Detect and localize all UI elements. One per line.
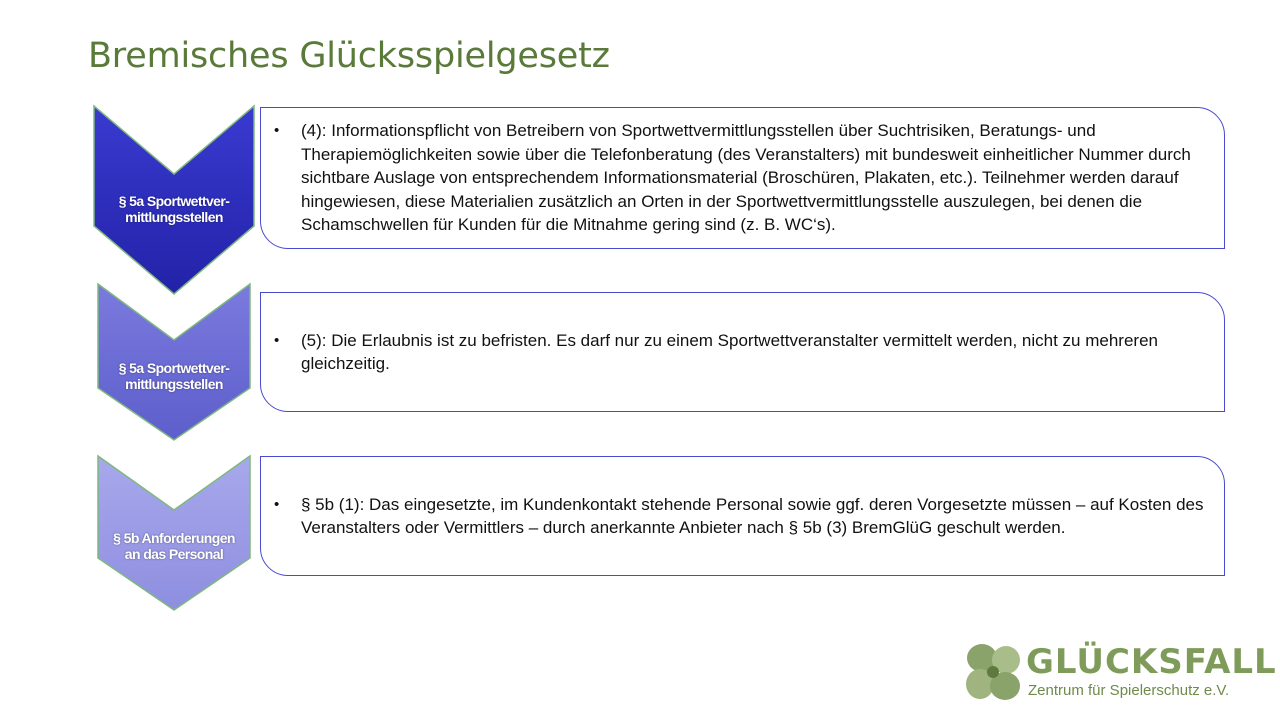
four-leaf-clover-icon: [962, 640, 1026, 706]
step-label-2: [119, 360, 230, 392]
step-label-line: § 5a Sportwettver-: [118, 360, 230, 376]
content-box-2: [260, 292, 1225, 412]
step-label-line: mittlungsstellen: [125, 209, 223, 225]
chevron-step-1: [92, 104, 256, 296]
step-label-line: an das Personal: [124, 546, 224, 562]
chevron-step-2: [92, 282, 256, 442]
step-label-line: § 5a Sportwettver-: [118, 193, 230, 209]
bullet-item: • (5): Die Erlaubnis ist zu befristen. Es darf nur zu einem Sportwettveranstalter vermittelt werden, nicht zu mehreren gleichzeitig.: [301, 329, 1212, 376]
logo-name: GLÜCKSFALL: [1026, 642, 1277, 682]
logo-subtitle: Zentrum für Spielerschutz e.V.: [1028, 682, 1230, 699]
bullet-item: • § 5b (1): Das eingesetzte, im Kundenkontakt stehende Personal sowie ggf. deren Vorgesetzte müssen – auf Kosten des Veranstalters oder Vermittlers – durch anerkannte Anbieter nach § 5b (3) BremGlüG geschult werden.: [301, 493, 1212, 540]
step-label-line: § 5b Anforderungen: [113, 530, 235, 546]
step-label-1: [119, 193, 230, 225]
content-box-1: [260, 107, 1225, 249]
step-label-3: [113, 530, 235, 562]
chevron-step-3: [92, 454, 256, 612]
slide-title: Bremisches Glücksspielgesetz: [88, 36, 610, 76]
content-box-3: [260, 456, 1225, 576]
bullet-item: • (4): Informationspflicht von Betreibern von Sportwettvermittlungsstellen über Suchtrisiken, Beratungs- und Therapiemöglichkeiten sowie über die Telefonberatung (des Veranstalters) mit bundesweit einheitlicher Nummer durch sichtbare Auslage von entsprechendem Informationsmaterial (Broschüren, Plakaten, etc.). Teilnehmer werden darauf hingewiesen, diese Materialien zusätzlich an Orten in der Sportwettvermittlungsstelle auszulegen, bei denen die Schamschwellen für Kunden für die Mitnahme gering sind (z. B. WC‘s).: [301, 119, 1212, 237]
step-label-line: mittlungsstellen: [125, 376, 223, 392]
gluecksfall-logo: [962, 640, 1277, 706]
